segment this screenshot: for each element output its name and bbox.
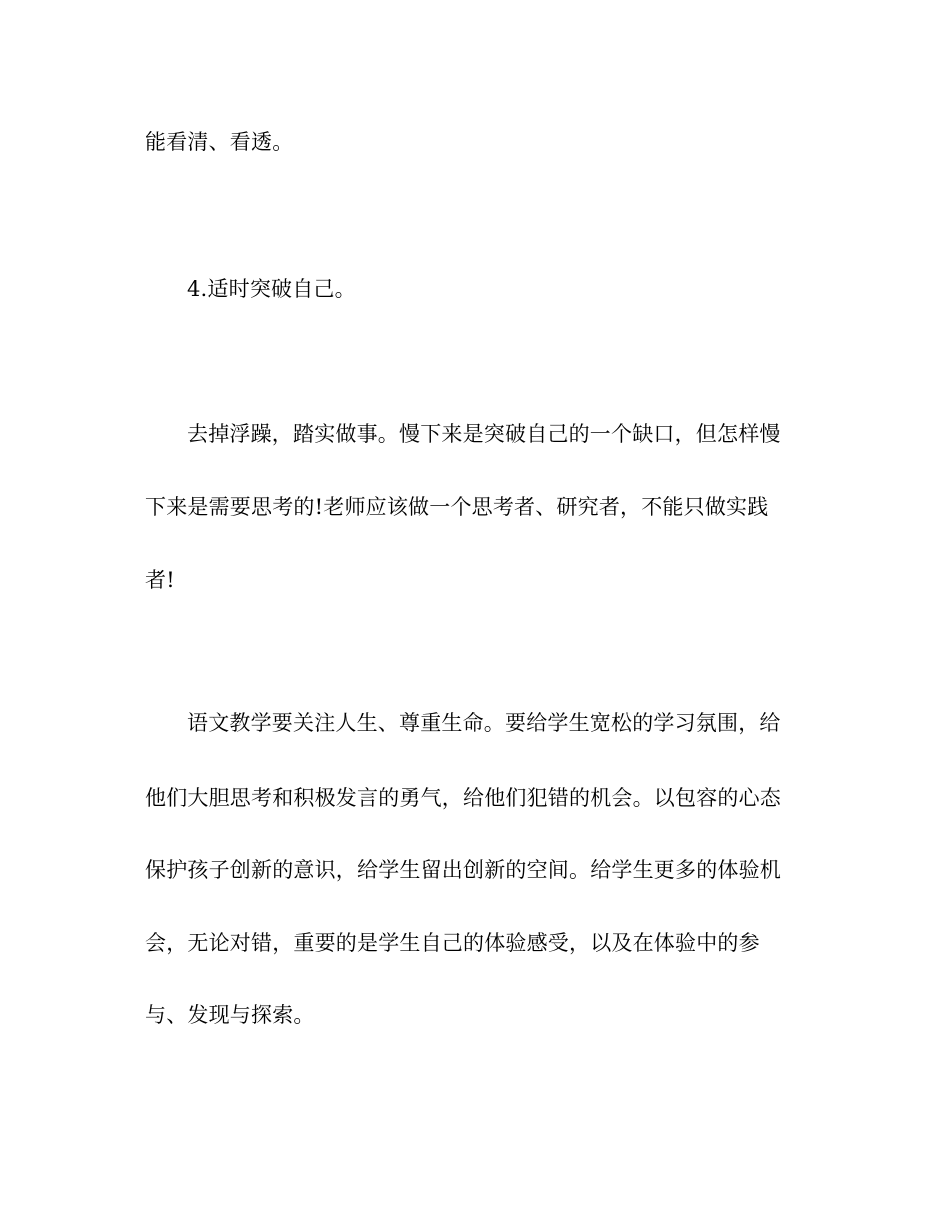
text-line: 下来是需要思考的!老师应该做一个思考者、研究者，不能只做实践 <box>145 495 769 519</box>
text-line: 能看清、看透。 <box>145 130 294 154</box>
text-line: 会，无论对错，重要的是学生自己的体验感受，以及在体验中的参 <box>145 931 760 955</box>
text-line: 他们大胆思考和积极发言的勇气，给他们犯错的机会。以包容的心态 <box>145 786 781 810</box>
section-heading: 4.适时突破自己。 <box>187 277 356 301</box>
text-line: 者! <box>145 568 175 592</box>
text-line: 与、发现与探索。 <box>145 1003 315 1027</box>
text-line: 语文教学要关注人生、尊重生命。要给学生宽松的学习氛围，给 <box>187 711 781 735</box>
text-line: 保护孩子创新的意识，给学生留出创新的空间。给学生更多的体验机 <box>145 858 781 882</box>
text-line: 去掉浮躁，踏实做事。慢下来是突破自己的一个缺口，但怎样慢 <box>187 422 781 446</box>
